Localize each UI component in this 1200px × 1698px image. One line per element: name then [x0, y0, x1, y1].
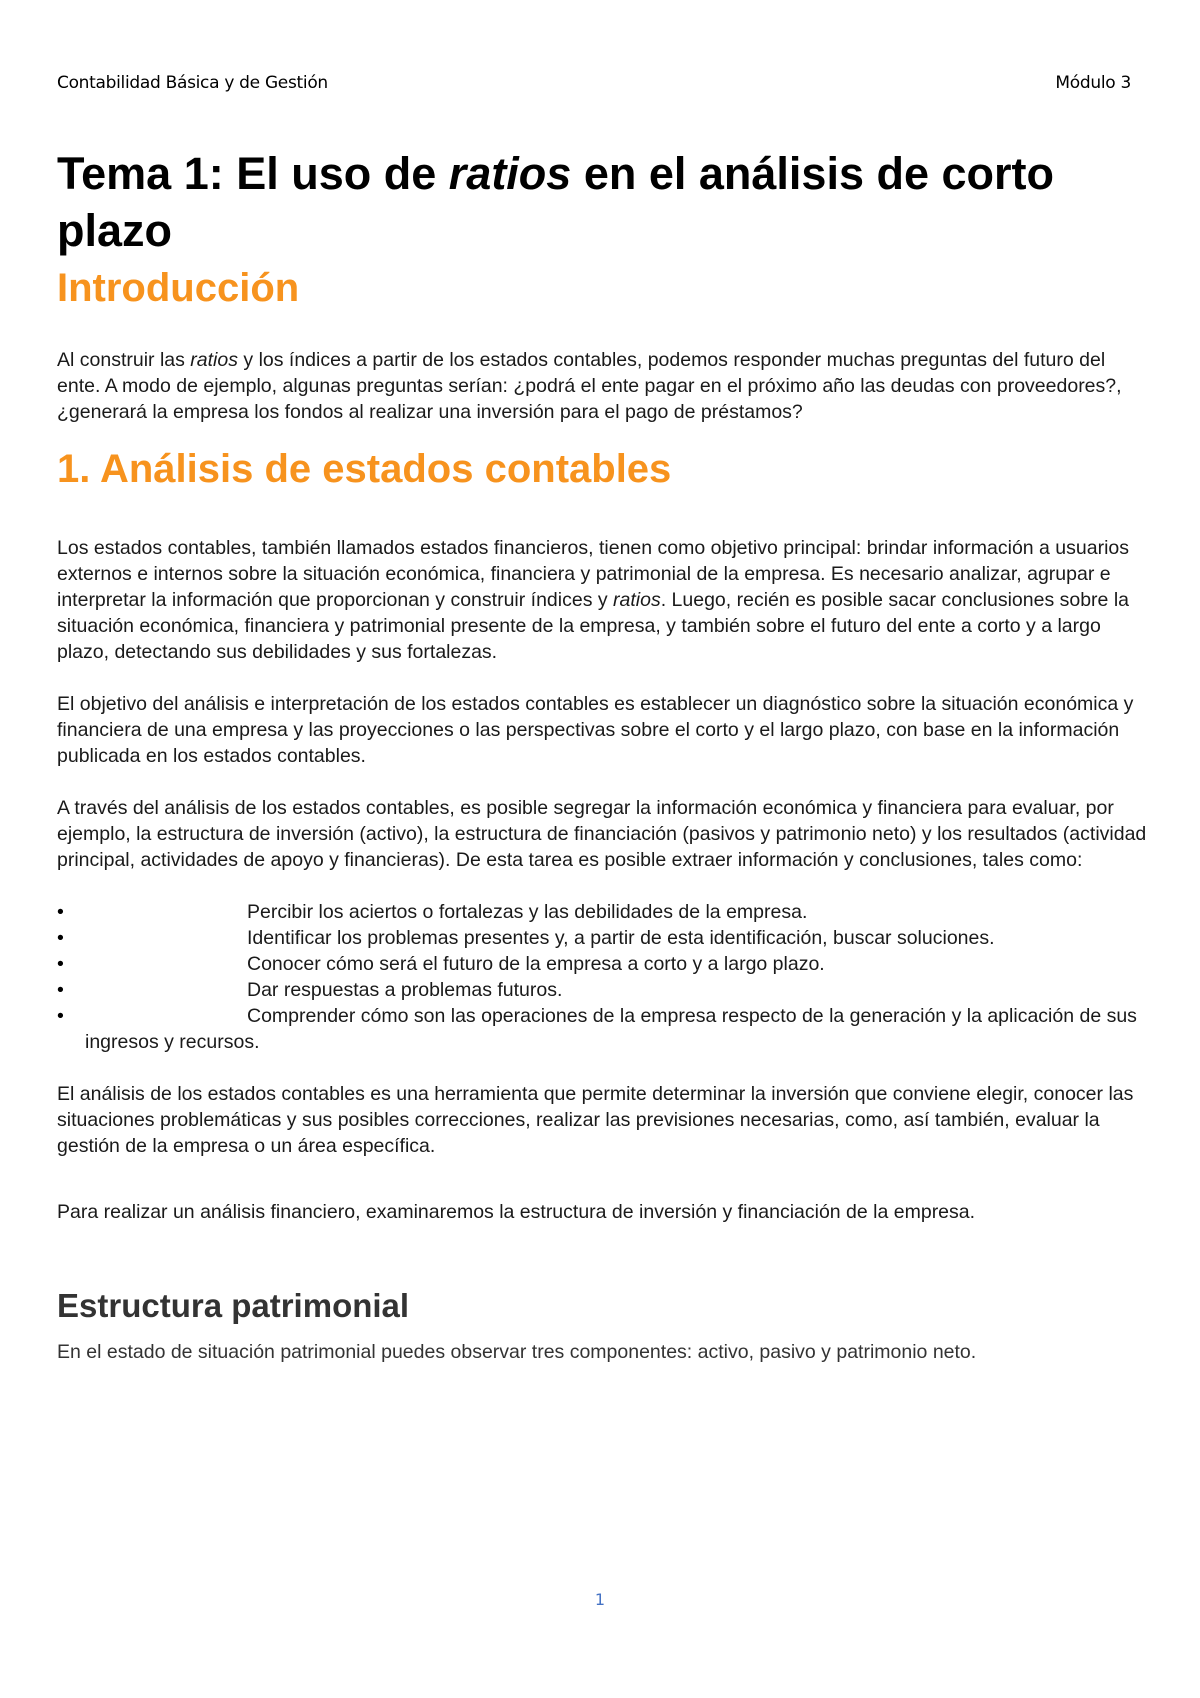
list-item-text: Identificar los problemas presentes y, a partir de esta identificación, buscar soluciones.	[247, 927, 995, 949]
intro-heading: Introducción	[57, 266, 300, 310]
title-part-1: Tema 1: El uso de	[57, 148, 449, 199]
list-item	[57, 951, 1147, 977]
intro-paragraph	[57, 347, 1147, 425]
list-item-text: Percibir los aciertos o fortalezas y las debilidades de la empresa.	[247, 901, 808, 923]
title-italic-ratios: ratios	[448, 148, 572, 199]
list-item-text: Comprender cómo son las operaciones de la empresa respecto de la generación y la aplicación de sus ingresos y recursos.	[85, 1005, 1137, 1053]
list-item	[57, 925, 1147, 951]
list-item	[57, 1003, 1147, 1055]
document-body	[57, 145, 1147, 1365]
title-part-2: en el análisis de corto plazo	[57, 148, 1055, 256]
bullet-icon: •	[57, 1005, 64, 1027]
page-title	[57, 145, 1147, 259]
intro-text-2: y los índices a partir de los estados contables, podemos responder muchas preguntas del futuro del ente. A modo de ejemplo, algunas preguntas serían: ¿podrá el ente pagar en el próximo año las deudas con proveedores?, ¿generará la empresa los fondos al realizar una inversión para el pago de préstamos?	[57, 349, 1122, 423]
section-1-paragraph-4: El análisis de los estados contables es una herramienta que permite determinar la inversión que conviene elegir, conocer las situaciones problemáticas y sus posibles correcciones, realizar las previsiones necesarias, como, así también, evaluar la gestión de la empresa o un área específica.	[57, 1083, 1134, 1157]
section-1-heading: 1. Análisis de estados contables	[57, 447, 672, 491]
section-1-paragraph-1	[57, 535, 1147, 665]
bullet-icon: •	[57, 979, 64, 1001]
conclusions-list	[57, 899, 1147, 1055]
section-1-p1-text-2: . Luego, recién es posible sacar conclusiones sobre la situación económica, financiera y patrimonial presente de la empresa, y también sobre el futuro del ente a corto y a largo plazo, detectando sus debilidades y sus fortalezas.	[57, 589, 1129, 663]
header-course-title: Contabilidad Básica y de Gestión	[57, 73, 328, 93]
page-number: 1	[594, 1590, 606, 1609]
list-item	[57, 899, 1147, 925]
bullet-icon: •	[57, 953, 64, 975]
section-1-p1-italic-ratios: ratios	[613, 589, 661, 611]
section-1-paragraph-2: El objetivo del análisis e interpretación de los estados contables es establecer un diagnóstico sobre la situación económica y financiera de una empresa y las proyecciones o las perspectivas sobre el corto y el largo plazo, con base en la información publicada en los estados contables.	[57, 693, 1134, 767]
list-item-text: Conocer cómo será el futuro de la empresa a corto y a largo plazo.	[247, 953, 825, 975]
list-item-text: Dar respuestas a problemas futuros.	[247, 979, 563, 1001]
bullet-icon: •	[57, 901, 64, 923]
section-1-paragraph-3: A través del análisis de los estados contables, es posible segregar la información económica y financiera para evaluar, por ejemplo, la estructura de inversión (activo), la estructura de financiación (pasivos y patrimonio neto) y los resultados (actividad principal, actividades de apoyo y financieras). De esta tarea es posible extraer información y conclusiones, tales como:	[57, 797, 1147, 871]
estructura-paragraph: En el estado de situación patrimonial puedes observar tres componentes: activo, pasivo y patrimonio neto.	[57, 1341, 977, 1363]
header-module-label: Módulo 3	[1055, 73, 1131, 93]
list-item	[57, 977, 1147, 1003]
page-header	[57, 73, 1131, 93]
intro-italic-ratios: ratios	[190, 349, 238, 371]
bullet-icon: •	[57, 927, 64, 949]
estructura-heading: Estructura patrimonial	[57, 1287, 410, 1324]
section-1-paragraph-5: Para realizar un análisis financiero, examinaremos la estructura de inversión y financiación de la empresa.	[57, 1201, 976, 1223]
intro-text-1: Al construir las	[57, 349, 191, 371]
section-1-p1-text-1: Los estados contables, también llamados estados financieros, tienen como objetivo principal: brindar información a usuarios externos e internos sobre la situación económica, financiera y patrimonial de la empresa. Es necesario analizar, agrupar e interpretar la información que proporcionan y construir índices y	[57, 537, 1130, 611]
